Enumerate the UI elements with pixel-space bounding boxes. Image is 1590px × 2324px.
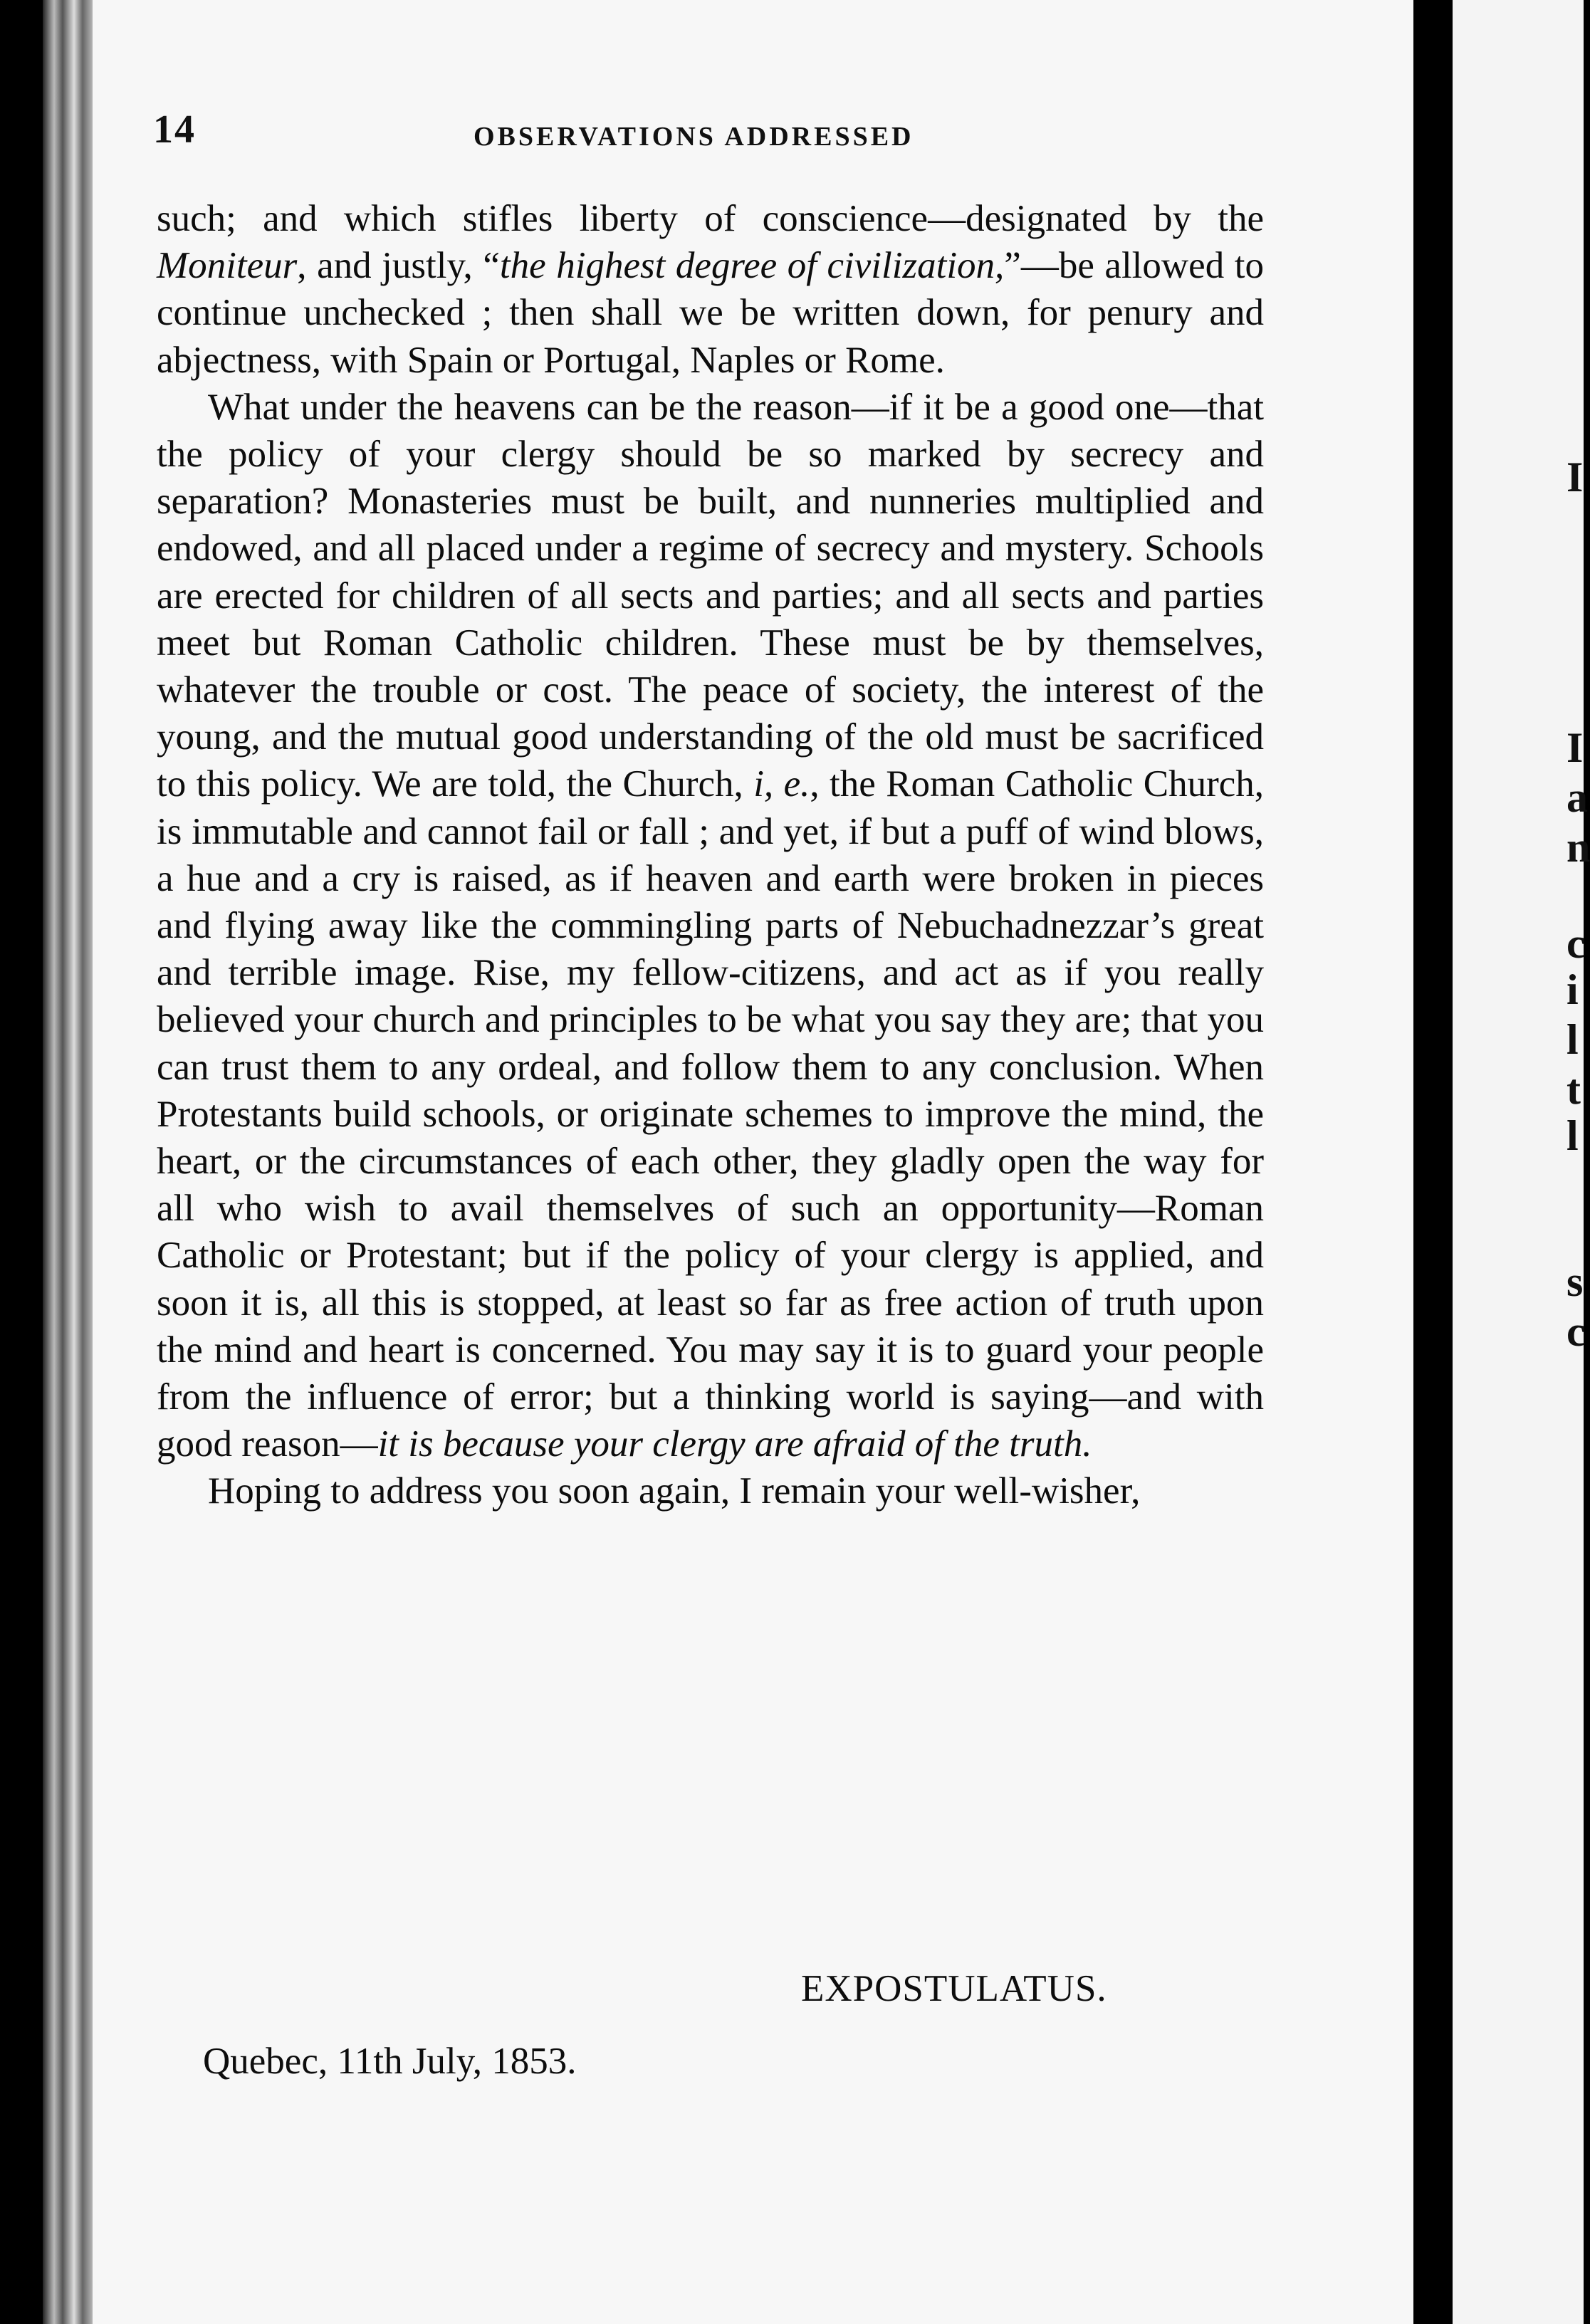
next-page-letter: c (1567, 1308, 1586, 1355)
next-page-letter: I (1567, 724, 1584, 771)
next-page-letter: l (1567, 1112, 1579, 1159)
next-page-edge (1453, 0, 1584, 2324)
next-page-letter: t (1567, 1066, 1581, 1113)
next-page-letter: l (1567, 1016, 1579, 1063)
book-spine-edge (43, 0, 100, 2324)
next-page-letter: n (1567, 824, 1590, 871)
paragraph-2: What under the heavens can be the reason—if it be a good one—that the policy of your clergy should be so marked by secrecy and separation? Monasteries must be built, and nunneries multiplied and endowed, and all placed under a regime of secrecy and mystery. Schools are erected for children of all sects and parties; and all sects and parties meet but Roman Catholic children. These must be by themselves, whatever the trouble or cost. The peace of society, the interest of the young, and the mutual good understanding of the old must be sacrificed to this policy. We are told, the Church, i, e., the Roman Catholic Church, is immutable and cannot fail or fall ; and yet, if but a puff of wind blows, a hue and a cry is raised, as if heaven and earth were broken in pieces and flying away like the commingling parts of Nebuchadnezzar’s great and terrible image. Rise, my fellow-citizens, and act as if you really believed your church and principles to be what you say they are; that you can trust them to any ordeal, and follow them to any conclusion. When Protestants build schools, or originate schemes to improve the mind, the heart, or the circumstances of each other, they gladly open the way for all who wish to avail themselves of such an opportunity—Roman Catholic or Protestant; but if the policy of your clergy is applied, and soon it is, all this is stopped, at least so far as free action of truth upon the mind and heart is concerned. You may say it is to guard your people from the influence of error; but a thinking world is saying—and with good reason—it is because your clergy are afraid of the truth. (157, 386, 1264, 1465)
dateline: Quebec, 11th July, 1853. (203, 2041, 577, 2082)
paragraph-3: Hoping to address you soon again, I remain your well-wisher, (208, 1470, 1141, 1512)
running-title: OBSERVATIONS ADDRESSED (474, 122, 914, 152)
page-header (153, 107, 1307, 164)
next-page-letter: i (1567, 966, 1579, 1013)
body-text (157, 195, 1264, 1515)
paragraph-1: such; and which stifles liberty of conscience—designated by the Moniteur, and justly, “the highest degree of civilization,”—be allowed to continue unchecked ; then shall we be written down, for penury and abjectness, with Spain or Portugal, Naples or Rome. (157, 198, 1264, 381)
next-page-letter: c (1567, 920, 1586, 967)
next-page-letter: s (1567, 1258, 1584, 1305)
page-gutter (1413, 0, 1453, 2324)
page-number: 14 (153, 108, 196, 152)
next-page-letter: a (1567, 774, 1588, 821)
next-page-letter: I (1567, 454, 1584, 501)
signature: EXPOSTULATUS. (801, 1968, 1107, 2009)
